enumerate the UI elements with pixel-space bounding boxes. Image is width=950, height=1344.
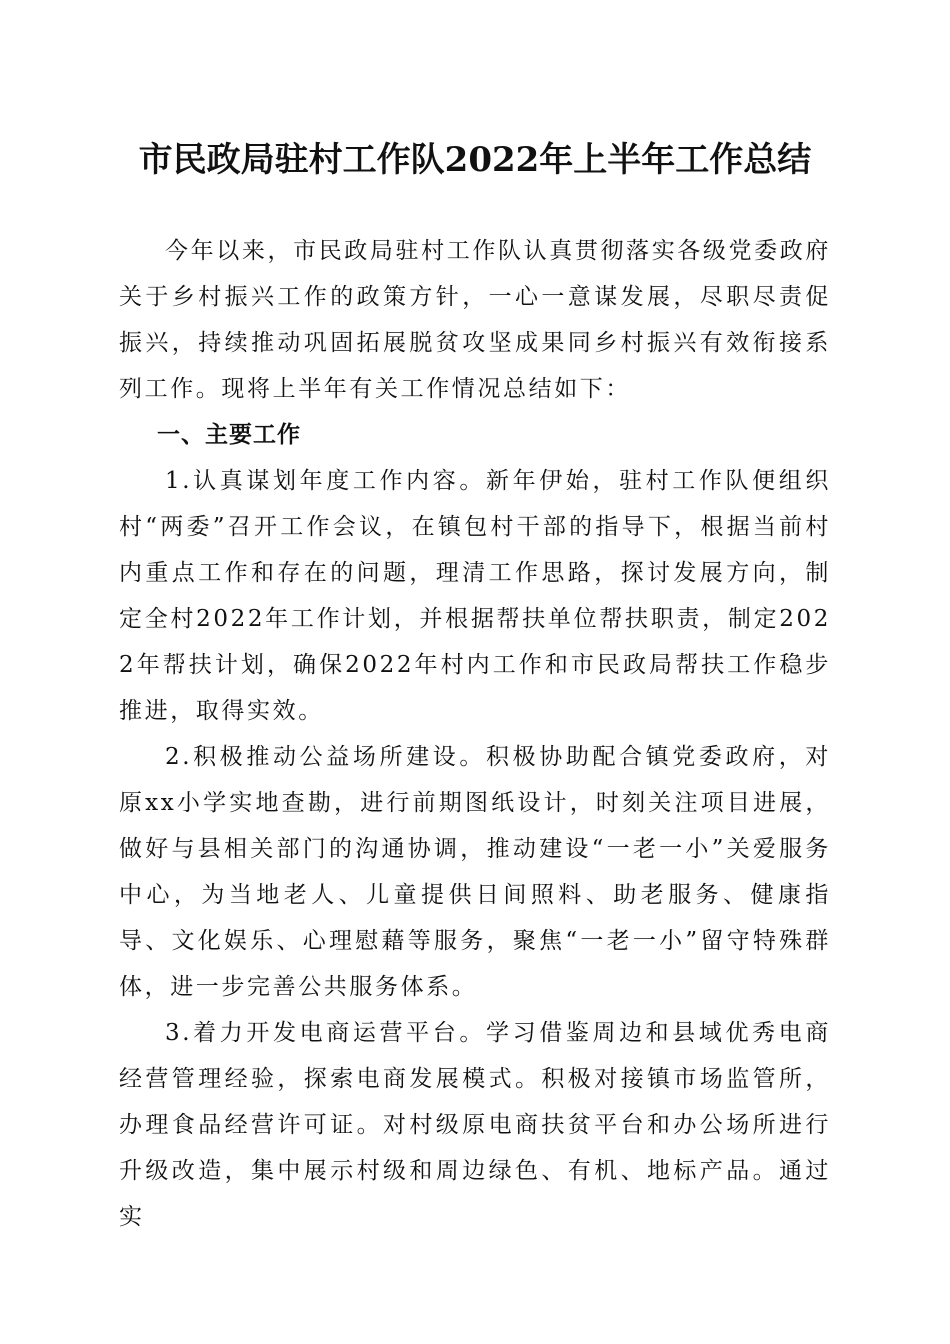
item-3-paragraph: 3.着力开发电商运营平台。学习借鉴周边和县域优秀电商经营管理经验，探索电商发展模式。积极对接镇市场监管所，办理食品经营许可证。对村级原电商扶贫平台和办公场所进行升级改造，集中展示村级和周边绿色、有机、地标产品。通过实	[119, 1020, 831, 1230]
intro-paragraph: 今年以来，市民政局驻村工作队认真贯彻落实各级党委政府关于乡村振兴工作的政策方针，一心一意谋发展，尽职尽责促振兴，持续推动巩固拓展脱贫攻坚成果同乡村振兴有效衔接系列工作。现将上半年有关工作情况总结如下：	[119, 238, 831, 402]
item-2-paragraph: 2.积极推动公益场所建设。积极协助配合镇党委政府，对原xx小学实地查勘，进行前期图纸设计，时刻关注项目进展，做好与县相关部门的沟通协调，推动建设“一老一小”关爱服务中心，为当地老人、儿童提供日间照料、助老服务、健康指导、文化娱乐、心理慰藉等服务，聚焦“一老一小”留守特殊群体，进一步完善公共服务体系。	[119, 744, 831, 1000]
document-body	[119, 228, 831, 1240]
section-heading-main-work: 一、主要工作	[157, 422, 301, 448]
item-1-paragraph: 1.认真谋划年度工作内容。新年伊始，驻村工作队便组织村“两委”召开工作会议，在镇包村干部的指导下，根据当前村内重点工作和存在的问题，理清工作思路，探讨发展方向，制定全村2022年工作计划，并根据帮扶单位帮扶职责，制定2022年帮扶计划，确保2022年村内工作和市民政局帮扶工作稳步推进，取得实效。	[119, 468, 831, 724]
document-title: 市民政局驻村工作队2022年上半年工作总结	[138, 140, 812, 180]
